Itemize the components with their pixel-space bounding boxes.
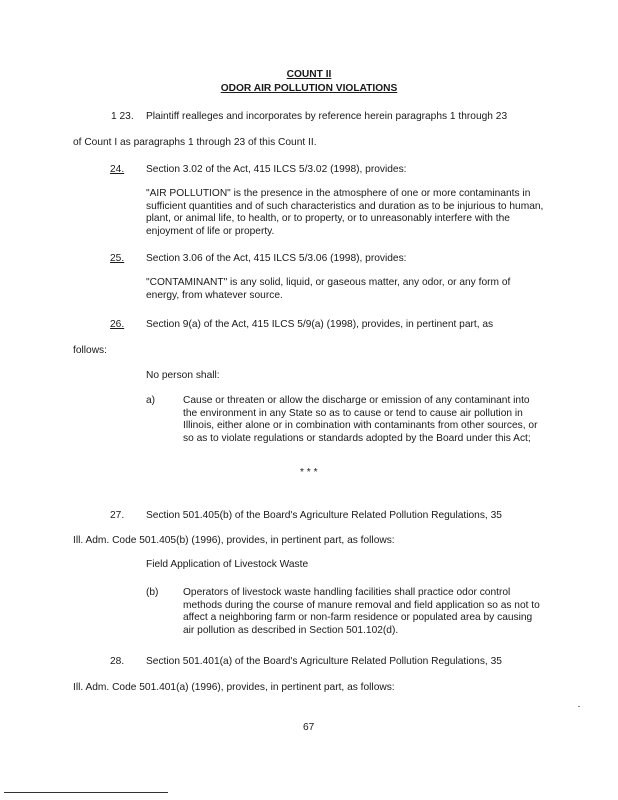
item-label-b: (b) xyxy=(146,587,159,598)
item-label-a: a) xyxy=(146,395,156,406)
paragraph-28-line-2: Ill. Adm. Code 501.401(a) (1996), provides, in pertinent part, as follows: xyxy=(73,682,395,693)
paragraph-23-line-1: Plaintiff realleges and incorporates by reference herein paragraphs 1 through 23 xyxy=(146,111,508,122)
paragraph-27-line-1: Section 501.405(b) of the Board's Agriculture Related Pollution Regulations, 35 xyxy=(146,510,502,521)
paragraph-number-25: 25. xyxy=(110,253,125,264)
paragraph-25-text: Section 3.06 of the Act, 415 ILCS 5/3.06 (1998), provides: xyxy=(146,253,407,264)
paragraph-26-line-2: follows: xyxy=(73,345,107,356)
paragraph-number-26: 26. xyxy=(110,319,125,330)
contaminant-definition: "CONTAMINANT" is any solid, liquid, or gaseous matter, any odor, or any form of energy, from whatever source. xyxy=(146,277,511,301)
paragraph-28-line-1: Section 501.401(a) of the Board's Agriculture Related Pollution Regulations, 35 xyxy=(146,656,502,667)
paragraph-24-text: Section 3.02 of the Act, 415 ILCS 5/3.02 (1998), provides: xyxy=(146,164,407,175)
livestock-waste-subheading: Field Application of Livestock Waste xyxy=(146,559,309,570)
count-heading: COUNT II xyxy=(286,69,332,80)
section-title: ODOR AIR POLLUTION VIOLATIONS xyxy=(220,83,398,94)
item-a-text: Cause or threaten or allow the discharge or emission of any contaminant into the environment in any State so as to cause or tend to cause air pollution in Illinois, either alone or in combination with contaminants from other sources, or so as to violate regulations or standards adopted by the Board under this Act; xyxy=(183,395,538,444)
paragraph-number-24: 24. xyxy=(110,164,125,175)
paragraph-number-28: 28. xyxy=(110,656,125,667)
paragraph-27-line-2: Ill. Adm. Code 501.405(b) (1996), provides, in pertinent part, as follows: xyxy=(73,535,395,546)
paragraph-number-27: 27. xyxy=(110,510,125,521)
air-pollution-definition: "AIR POLLUTION" is the presence in the atmosphere of one or more contaminants in sufficient quantities and of such characteristics and duration as to be injurious to human, plant, or animal life, to health, or to property, or to unreasonably interfere with the enjoyment of life or property. xyxy=(146,188,544,237)
no-person-shall: No person shall: xyxy=(146,370,220,381)
page-number: 67 xyxy=(303,722,315,733)
item-b-text: Operators of livestock waste handling facilities shall practice odor control methods during the course of manure removal and field application so as not to affect a neighboring farm or non-farm residence or populated area by causing air pollution as described in Section 501.102(d). xyxy=(183,587,540,636)
paragraph-26-line-1: Section 9(a) of the Act, 415 ILCS 5/9(a) (1998), provides, in pertinent part, as xyxy=(146,319,494,330)
ellipsis-separator: * * * xyxy=(300,467,318,478)
scan-mark xyxy=(578,706,580,707)
paragraph-23-line-2: of Count I as paragraphs 1 through 23 of this Count II. xyxy=(73,137,317,148)
footnote-rule xyxy=(4,792,168,793)
paragraph-number-23: 1 23. xyxy=(111,111,134,122)
